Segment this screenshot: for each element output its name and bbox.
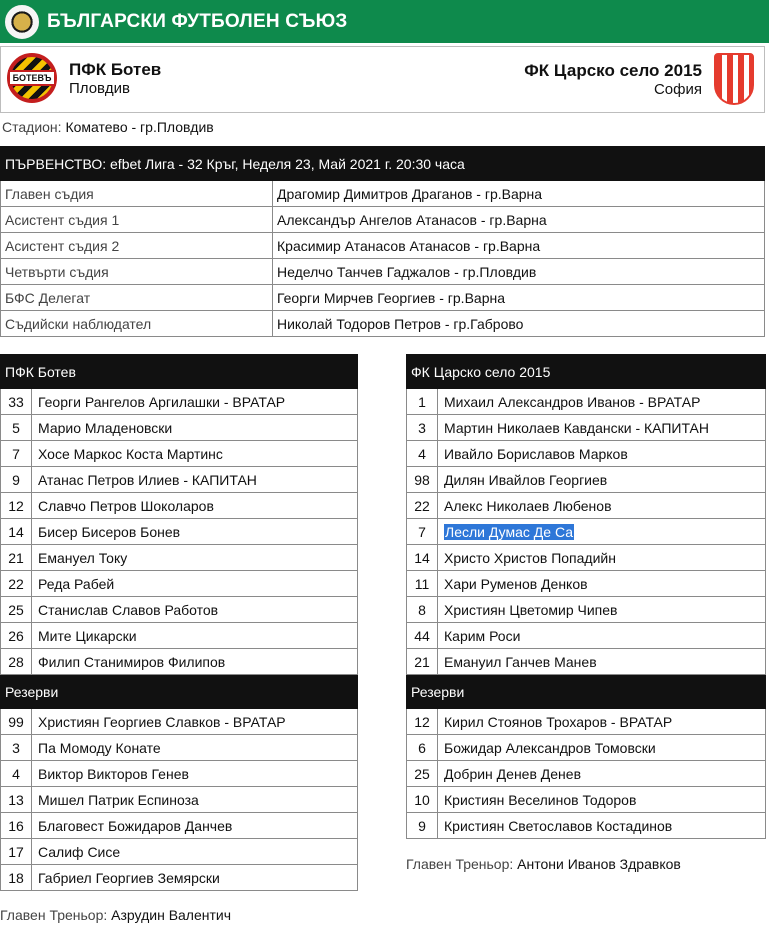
player-name: Мите Цикарски: [32, 623, 358, 649]
away-team-city: София: [653, 80, 702, 98]
player-name: Емануел Току: [32, 545, 358, 571]
player-name: Хосе Маркос Коста Мартинс: [32, 441, 358, 467]
player-name: Добрин Денев Денев: [438, 761, 766, 787]
player-number: 44: [407, 623, 438, 649]
player-number: 11: [407, 571, 438, 597]
player-name: Бисер Бисеров Бонев: [32, 519, 358, 545]
player-row: [407, 545, 766, 571]
home-lineup-title: ПФК Ботев: [1, 355, 358, 389]
player-number: 25: [1, 597, 32, 623]
away-coach-name: Антони Иванов Здравков: [517, 856, 681, 872]
home-team-name[interactable]: ПФК Ботев: [69, 59, 162, 79]
player-row: [407, 389, 766, 415]
away-lineup-table: [406, 354, 766, 839]
competition-label: ПЪРВЕНСТВО:: [5, 155, 107, 172]
player-number: 12: [407, 709, 438, 735]
player-row: [407, 597, 766, 623]
away-reserves-title: Резерви: [407, 675, 766, 709]
player-row: [407, 761, 766, 787]
official-row: [1, 181, 765, 207]
player-number: 1: [407, 389, 438, 415]
away-coach-label: Главен Треньор:: [406, 856, 514, 872]
player-row: [1, 493, 358, 519]
official-role: Съдийски наблюдател: [1, 311, 273, 337]
home-team: [7, 53, 161, 103]
player-row: [1, 467, 358, 493]
player-row: [1, 571, 358, 597]
player-number: 7: [1, 441, 32, 467]
player-row: [1, 709, 358, 735]
competition-row: [1, 147, 765, 181]
officials-table: [0, 146, 765, 337]
player-number: 22: [1, 571, 32, 597]
player-name: Габриел Георгиев Земярски: [32, 865, 358, 891]
official-row: [1, 285, 765, 311]
bfs-logo-icon[interactable]: [5, 5, 39, 39]
player-name: Благовест Божидаров Данчев: [32, 813, 358, 839]
official-role: Четвърти съдия: [1, 259, 273, 285]
official-name: Неделчо Танчев Гаджалов - гр.Пловдив: [273, 259, 765, 285]
player-name-selected[interactable]: [438, 519, 766, 545]
player-number: 3: [1, 735, 32, 761]
player-number: 7: [407, 519, 438, 545]
player-number: 99: [1, 709, 32, 735]
player-number: 4: [407, 441, 438, 467]
player-row: [1, 839, 358, 865]
player-row: [1, 545, 358, 571]
home-reserves-title: Резерви: [1, 675, 358, 709]
player-name: Алекс Николаев Любенов: [438, 493, 766, 519]
player-name: Салиф Сисе: [32, 839, 358, 865]
player-row: [1, 865, 358, 891]
player-row: [407, 571, 766, 597]
selected-text-highlight[interactable]: Лесли Думас Де Са: [445, 523, 573, 540]
player-number: 26: [1, 623, 32, 649]
player-row: [407, 493, 766, 519]
botev-logo-icon[interactable]: [7, 53, 57, 103]
player-number: 8: [407, 597, 438, 623]
player-name: Марио Младеновски: [32, 415, 358, 441]
away-lineup-title: ФК Царско село 2015: [407, 355, 766, 389]
official-name: Красимир Атанасов Атанасов - гр.Варна: [273, 233, 765, 259]
home-reserves-header: [1, 675, 358, 709]
player-row: [1, 389, 358, 415]
player-row: [407, 787, 766, 813]
player-row: [1, 519, 358, 545]
player-row: [1, 597, 358, 623]
home-coach: [0, 907, 231, 923]
home-coach-label: Главен Треньор:: [0, 907, 108, 923]
match-teams-header: [0, 46, 765, 113]
official-role: Асистент съдия 2: [1, 233, 273, 259]
official-row: [1, 207, 765, 233]
player-row: [407, 415, 766, 441]
player-number: 3: [407, 415, 438, 441]
official-role: БФС Делегат: [1, 285, 273, 311]
player-number: 33: [1, 389, 32, 415]
player-name: Християн Георгиев Славков - ВРАТАР: [32, 709, 358, 735]
official-row: [1, 259, 765, 285]
player-row: [1, 441, 358, 467]
player-name: Кристиян Светославов Костадинов: [438, 813, 766, 839]
player-row: [407, 519, 766, 545]
away-team-name[interactable]: ФК Царско село 2015: [524, 60, 702, 80]
player-number: 6: [407, 735, 438, 761]
official-name: Александър Ангелов Атанасов - гр.Варна: [273, 207, 765, 233]
player-name: Христо Христов Попадийн: [438, 545, 766, 571]
site-title[interactable]: БЪЛГАРСКИ ФУТБОЛЕН СЪЮЗ: [47, 10, 348, 32]
player-name: Хари Руменов Денков: [438, 571, 766, 597]
player-number: 28: [1, 649, 32, 675]
player-number: 98: [407, 467, 438, 493]
player-number: 22: [407, 493, 438, 519]
player-number: 13: [1, 787, 32, 813]
player-row: [407, 467, 766, 493]
player-name: Па Момоду Конате: [32, 735, 358, 761]
stadium-info: [2, 119, 214, 135]
player-number: 21: [407, 649, 438, 675]
home-lineup-table: [0, 354, 358, 891]
player-name: Виктор Викторов Генев: [32, 761, 358, 787]
player-name: Дилян Ивайлов Георгиев: [438, 467, 766, 493]
player-row: [1, 623, 358, 649]
player-name: Ивайло Бориславов Марков: [438, 441, 766, 467]
player-number: 12: [1, 493, 32, 519]
player-row: [1, 761, 358, 787]
player-name: Емануил Ганчев Манев: [438, 649, 766, 675]
player-number: 14: [407, 545, 438, 571]
player-number: 16: [1, 813, 32, 839]
player-name: Християн Цветомир Чипев: [438, 597, 766, 623]
away-team: [524, 53, 754, 105]
player-row: [407, 813, 766, 839]
player-row: [1, 415, 358, 441]
stadium-value: Коматево - гр.Пловдив: [65, 119, 214, 135]
player-row: [407, 623, 766, 649]
top-bar: [0, 0, 769, 43]
home-lineup-header: [1, 355, 358, 389]
official-row: [1, 233, 765, 259]
player-name: Кристиян Веселинов Тодоров: [438, 787, 766, 813]
player-number: 17: [1, 839, 32, 865]
tsarsko-selo-logo-icon[interactable]: [714, 53, 754, 105]
player-name: Кирил Стоянов Трохаров - ВРАТАР: [438, 709, 766, 735]
player-name: Мартин Николаев Кавдански - КАПИТАН: [438, 415, 766, 441]
player-name: Мишел Патрик Еспиноза: [32, 787, 358, 813]
player-number: 4: [1, 761, 32, 787]
official-row: [1, 311, 765, 337]
away-coach: [406, 856, 681, 872]
player-row: [1, 649, 358, 675]
player-number: 9: [1, 467, 32, 493]
player-row: [1, 735, 358, 761]
player-name: Станислав Славов Работов: [32, 597, 358, 623]
competition-value: efbet Лига - 32 Кръг, Неделя 23, Май 2021 г. 20:30 часа: [110, 155, 465, 172]
player-name: Михаил Александров Иванов - ВРАТАР: [438, 389, 766, 415]
player-number: 14: [1, 519, 32, 545]
player-row: [407, 441, 766, 467]
player-row: [1, 813, 358, 839]
player-number: 10: [407, 787, 438, 813]
player-name: Божидар Александров Томовски: [438, 735, 766, 761]
botev-logo-text: БОТЕВЪ: [8, 70, 57, 86]
player-row: [407, 709, 766, 735]
player-row: [407, 735, 766, 761]
player-number: 25: [407, 761, 438, 787]
official-name: Николай Тодоров Петров - гр.Габрово: [273, 311, 765, 337]
player-number: 5: [1, 415, 32, 441]
player-number: 21: [1, 545, 32, 571]
official-name: Георги Мирчев Георгиев - гр.Варна: [273, 285, 765, 311]
away-lineup-header: [407, 355, 766, 389]
player-name: Филип Станимиров Филипов: [32, 649, 358, 675]
player-name: Реда Рабей: [32, 571, 358, 597]
home-team-city: Пловдив: [69, 79, 130, 97]
player-number: 18: [1, 865, 32, 891]
player-name: Карим Роси: [438, 623, 766, 649]
stadium-label: Стадион:: [2, 119, 62, 135]
player-number: 9: [407, 813, 438, 839]
official-role: Асистент съдия 1: [1, 207, 273, 233]
away-reserves-header: [407, 675, 766, 709]
player-name: Георги Рангелов Аргилашки - ВРАТАР: [32, 389, 358, 415]
player-name: Атанас Петров Илиев - КАПИТАН: [32, 467, 358, 493]
player-row: [1, 787, 358, 813]
official-role: Главен съдия: [1, 181, 273, 207]
player-name: Славчо Петров Шоколаров: [32, 493, 358, 519]
home-coach-name: Азрудин Валентич: [111, 907, 232, 923]
player-row: [407, 649, 766, 675]
official-name: Драгомир Димитров Драганов - гр.Варна: [273, 181, 765, 207]
